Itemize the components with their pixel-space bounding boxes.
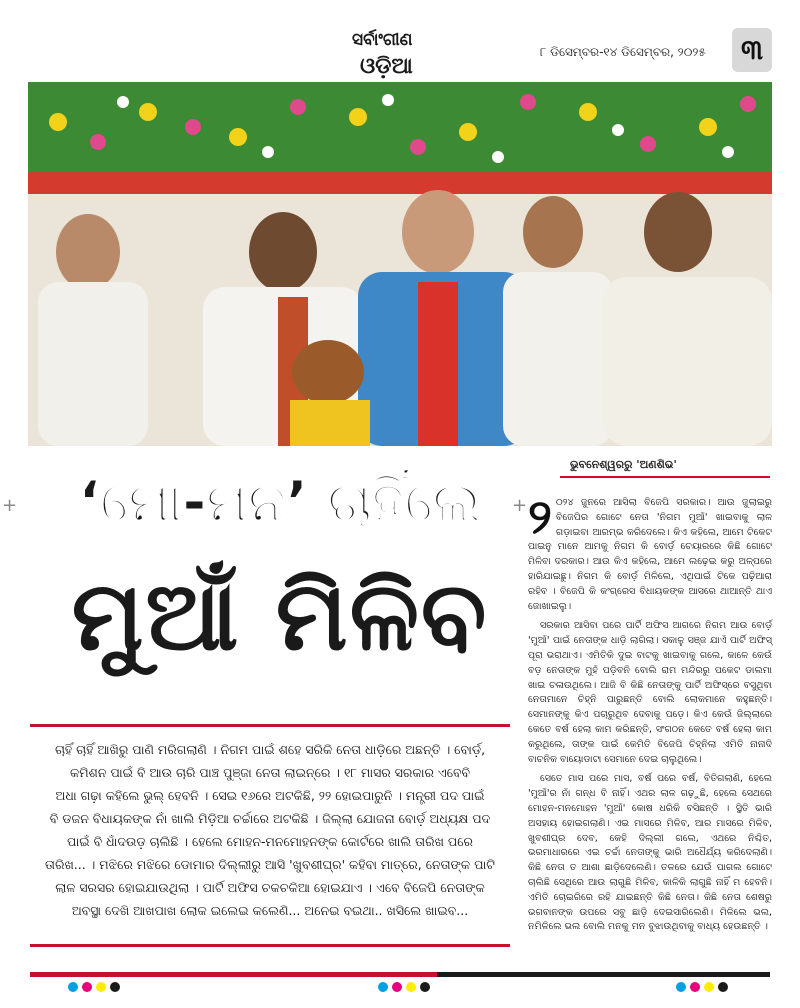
magenta-dot — [82, 982, 92, 992]
byline-rule — [560, 476, 770, 478]
cyan-dot — [676, 982, 686, 992]
headline-line-2: ମୁଆଁ ମିଳିବ — [71, 560, 489, 672]
summary-top-rule — [30, 724, 510, 727]
magenta-dot — [392, 982, 402, 992]
summary-block — [30, 738, 510, 922]
summary-line: ପାଇଁ ବି ଧାଁଦଉଡ଼ ଚାଲିଛି । ହେଲେ ମୋହନ-ମନମୋହନଙ୍କ କୋର୍ଟରେ ଖାଲି ତାରିଖ ପରେ — [67, 834, 473, 849]
print-registration-dots-right — [676, 982, 728, 992]
summary-line: କମିଶନ ପାଇଁ ବି ଆଉ ଚାରି ପାଞ୍ଚ ପୁଞ୍ଜା ନେତା ଲାଇନ୍‌ରେ । ୧୮ ମାସର ସରକାର ଏବେବି — [69, 765, 471, 780]
body-paragraph: ସେତେ ମାସ ପରେ ମାସ, ବର୍ଷ ପରେ ବର୍ଷ, ବିତିଗଲାଣି, ହେଲେ 'ମୁଆଁ'ର ନାଁ ଗନ୍ଧ ବି ନାହିଁ। ଏଥର ଲାଳ ଗଢ଼ୁଛି, ହେଲେ ସେଥରେ ମୋହନ-ମନମୋହନ 'ମୁଆଁ' କୋଷ ଧରିକି ବସିଛନ୍ତି । ସ୍ଥିତି ଭାରି ଅସହାୟ ହୋଇଗଲାଣି। ଏଇ ମାସରେ ମିଳିବ, ଆର ମାସରେ ମିଳିବ, ଖୁବଶୀଘ୍ର ଦେବ, କେହି ଦିଲ୍ଲୀ ଗଲେ, ଏଥରେ ନିଶ୍ଚିତ, ଭରମାଧାରରେ ଏଇ ଚର୍ଚ୍ଚା ନେତାଙ୍କୁ ଭାରି ଅଧୈର୍ଯ୍ୟ କରିଦେଲାଣି। କିଛି ନେତା ତ ଆଶା ଛାଡ଼ିଦେଲେଣି। ତଳରେ ଯେଉଁ ପାଗଲ ଗୋଟେ ଚାଲିଛି ସେଥିରେ ଆଉ ଲାଗୁଛି ମିଳିବ, କାଳିକି ଲାଗୁଛି ନାହିଁ ମ ହେବନି। ଏମିତି ଚୋଇରିରେ ରହି ଯାଇଛନ୍ତି କିଛି ନେତା। କିଛି ନେତା ଶେଷରୁ ଭଗବାନଙ୍କ ଉପରେ ସବୁ ଛାଡ଼ି ଦେଇସାରିଲେଣି। ମିଳିଲେ ଭଲ, ନମିଳିଲେ ଭଲ ବୋଲି ମନକୁ ମନ ବୁଝାଉଥିବାକୁ ବାଧ୍ୟ ହେଉଛନ୍ତି । — [528, 773, 772, 933]
lead-photo — [28, 82, 772, 446]
black-dot — [420, 982, 430, 992]
registration-mark-left: + — [2, 495, 18, 516]
body-paragraph: ସରକାର ଆସିବା ପରେ ପାର୍ଟି ଅଫିସ ଆଗରେ ନିଗମ ଆଉ ବୋର୍ଡ଼ 'ମୁଆଁ' ପାଇଁ ନେତାଙ୍କ ଧାଡ଼ି ଲାଗିଲା। ସକାଳୁ ସଞ୍ଜ ଯାଏଁ ପାର୍ଟି ଅଫିସ୍ ପୂରା ଭରାଥାଏ। ଏମିତିକି ଦୁଇ ବାଟକୁ ଖାଇବାକୁ ଗଲେ, କାଳେ କେଉଁ ବଡ଼ ନେତାଙ୍କ ମୁହଁ ପଡ଼ିବନି ବୋଲି ରାମ ମନ୍ଦିରରୁ ପକେଟ ଡାଲମା ଖାଇ ଚଳାଉଥିଲେ। ଆଜି ବି କିଛି ନେତାଙ୍କୁ ପାର୍ଟି ଅଫିସ୍‌ରେ ବସୁଥିବା ନେତାମାନେ ଚିହ୍ନି ପାରୁଛନ୍ତି ବୋଲି ଲୋକମାନେ କହୁଛନ୍ତି। ସେମାନଙ୍କୁ କିଏ ପଚାରୁଥିବ ଦେବାକୁ ପଡ଼େ। କିଏ କେଉଁ ଜିଲ୍ଲାରେ କେତେ ବର୍ଷ ହେଲା କାମ କରିଛନ୍ତି, ସଂଗଠନ କେତେ ବର୍ଷ ହେଲା କାମ କରୁଥିଲେ, ତାଙ୍କ ପାଇଁ କେମିତି ବିଜେପି ଚିହ୍ନିଲା ଏମିତି ନାନାଦି ବାଚନିକ ବାୟୋଡାଟା ସେମାନେ ଦେଇ ଚାଲୁଥିଲେ। — [528, 620, 772, 765]
summary-line: ଅବସ୍ଥା ଦେଖି ଆଖପାଖ ଲୋକ ଇଲେଇ କଲେଣି... ଅନେଇ ବଇଥା.. ଖସିଲେ ଖାଇବ... — [71, 903, 469, 918]
black-dot — [110, 982, 120, 992]
body-paragraph-text: ୦୨୪ ଜୁନରେ ଆସିଲା ବିଜେପି ସରକାର। ଆଉ ଜୁଲାଇରୁ ବିଜେପିର ଗୋଟେ ନେତା 'ନିଗମ ମୁଆଁ' ଖାଇବାକୁ ଲାଳ ଗଡ଼ାଇବା ଆରମ୍ଭ କରିଦେଲେ। କିଏ କହିଲେ, ଆମେ ଟିକେଟ ପାଇନୁ ମାନେ ଆମକୁ ନିଗମ କି ବୋର୍ଡ଼ ଚେୟାରରେ କିଛି ଗୋଟେ ମିଳିବା ଦରକାର। ଆଉ କିଏ କହିଲେ, ଆମେ ଲଢ଼େଇ କରୁ ଅଳ୍ପରେ ହାରିଯାଇଛୁ। ନିଗମ କି ବୋର୍ଡ଼ ମିଳିଲେ, ଏଥିପାଇଁ ଟିକେ ପଢ଼ିଆରା ରହିବ । ବିଜେପି କି କଂଗ୍ରେସ ବିଧାୟକଙ୍କ ଆସରେ ଥାଆନ୍ତି ଥାଏ ଜୋଖାଇଲୁ। — [528, 497, 772, 612]
black-dot — [718, 982, 728, 992]
issue-date: ୮ ଡିସେମ୍ବର-୧୪ ଡିସେମ୍ବର, ୨୦୨୫ — [540, 45, 706, 59]
print-registration-dots-left — [68, 982, 120, 992]
headline-line-1: ‘ମୋ-ମନ’ ଚାହିଁଲେ — [78, 470, 482, 535]
print-registration-dots-center — [378, 982, 430, 992]
yellow-dot — [704, 982, 714, 992]
page-number: ୩ — [732, 28, 772, 72]
lead-photo-illustration — [28, 82, 772, 446]
byline: ଭୁବନେଶ୍ୱରରୁ 'ଅଣଶିଭ' — [570, 458, 677, 471]
drop-cap: ୨ — [528, 489, 552, 545]
footer-color-bar — [30, 972, 770, 977]
masthead — [0, 0, 800, 80]
yellow-dot — [96, 982, 106, 992]
cyan-dot — [68, 982, 78, 992]
cyan-dot — [378, 982, 388, 992]
summary-line: ତାରିଖ... । ମଝିରେ ମଝିରେ ଡୋମାର ଦିଲ୍ଲୀରୁ ଆସି 'ଖୁବଶୀଘ୍ର' କହିବା ମାତ୍ରେ, ନେତାଙ୍କ ପାଟି — [45, 857, 495, 872]
body-paragraph — [528, 489, 772, 614]
summary-bottom-rule — [30, 944, 510, 947]
logo-top-text: ସର୍ବାଂଗୀଣ — [352, 30, 413, 50]
summary-line: ଅଧା ଗଢ଼ା କହିଲେ ଭୁଲ୍ ହେବନି । ସେଇ ୧୬ରେ ଅଟକିଛି, ୨୨ ହୋଇପାରୁନି । ମନ୍ତ୍ରୀ ପଦ ପାଇଁ — [55, 788, 485, 803]
registration-mark-right: + — [512, 495, 528, 516]
summary-line: ଲାଳ ସରସର ହୋଇଯାଉଥିଲା । ପାର୍ଟି ଅଫିସ ଚକଚକିଆ ହୋଇଯାଏ । ଏବେ ବିଜେପି ନେତାଙ୍କ — [55, 880, 485, 895]
summary-line: ବି ଡଜନ ବିଧାୟକଙ୍କ ନାଁ ଖାଲି ମିଡ଼ିଆ ଚର୍ଚ୍ଚାରେ ଅଟକିଛି । ଜିଲ୍ଲା ଯୋଜନା ବୋର୍ଡ଼ ଅଧ୍ୟକ୍ଷ ପଦ — [49, 811, 491, 826]
summary-line: ଚାହିଁ ଚାହିଁ ଆଖିରୁ ପାଣି ମରିଗଲାଣି । ନିଗମ ପାଇଁ ଶହେ ସରିକି ନେତା ଧାଡ଼ିରେ ଅଛନ୍ତି । ବୋର୍ଡ଼, — [54, 742, 486, 757]
magenta-dot — [690, 982, 700, 992]
article-body — [528, 489, 772, 940]
logo-main-text: ଓଡ଼ିଆ — [360, 54, 413, 79]
yellow-dot — [406, 982, 416, 992]
